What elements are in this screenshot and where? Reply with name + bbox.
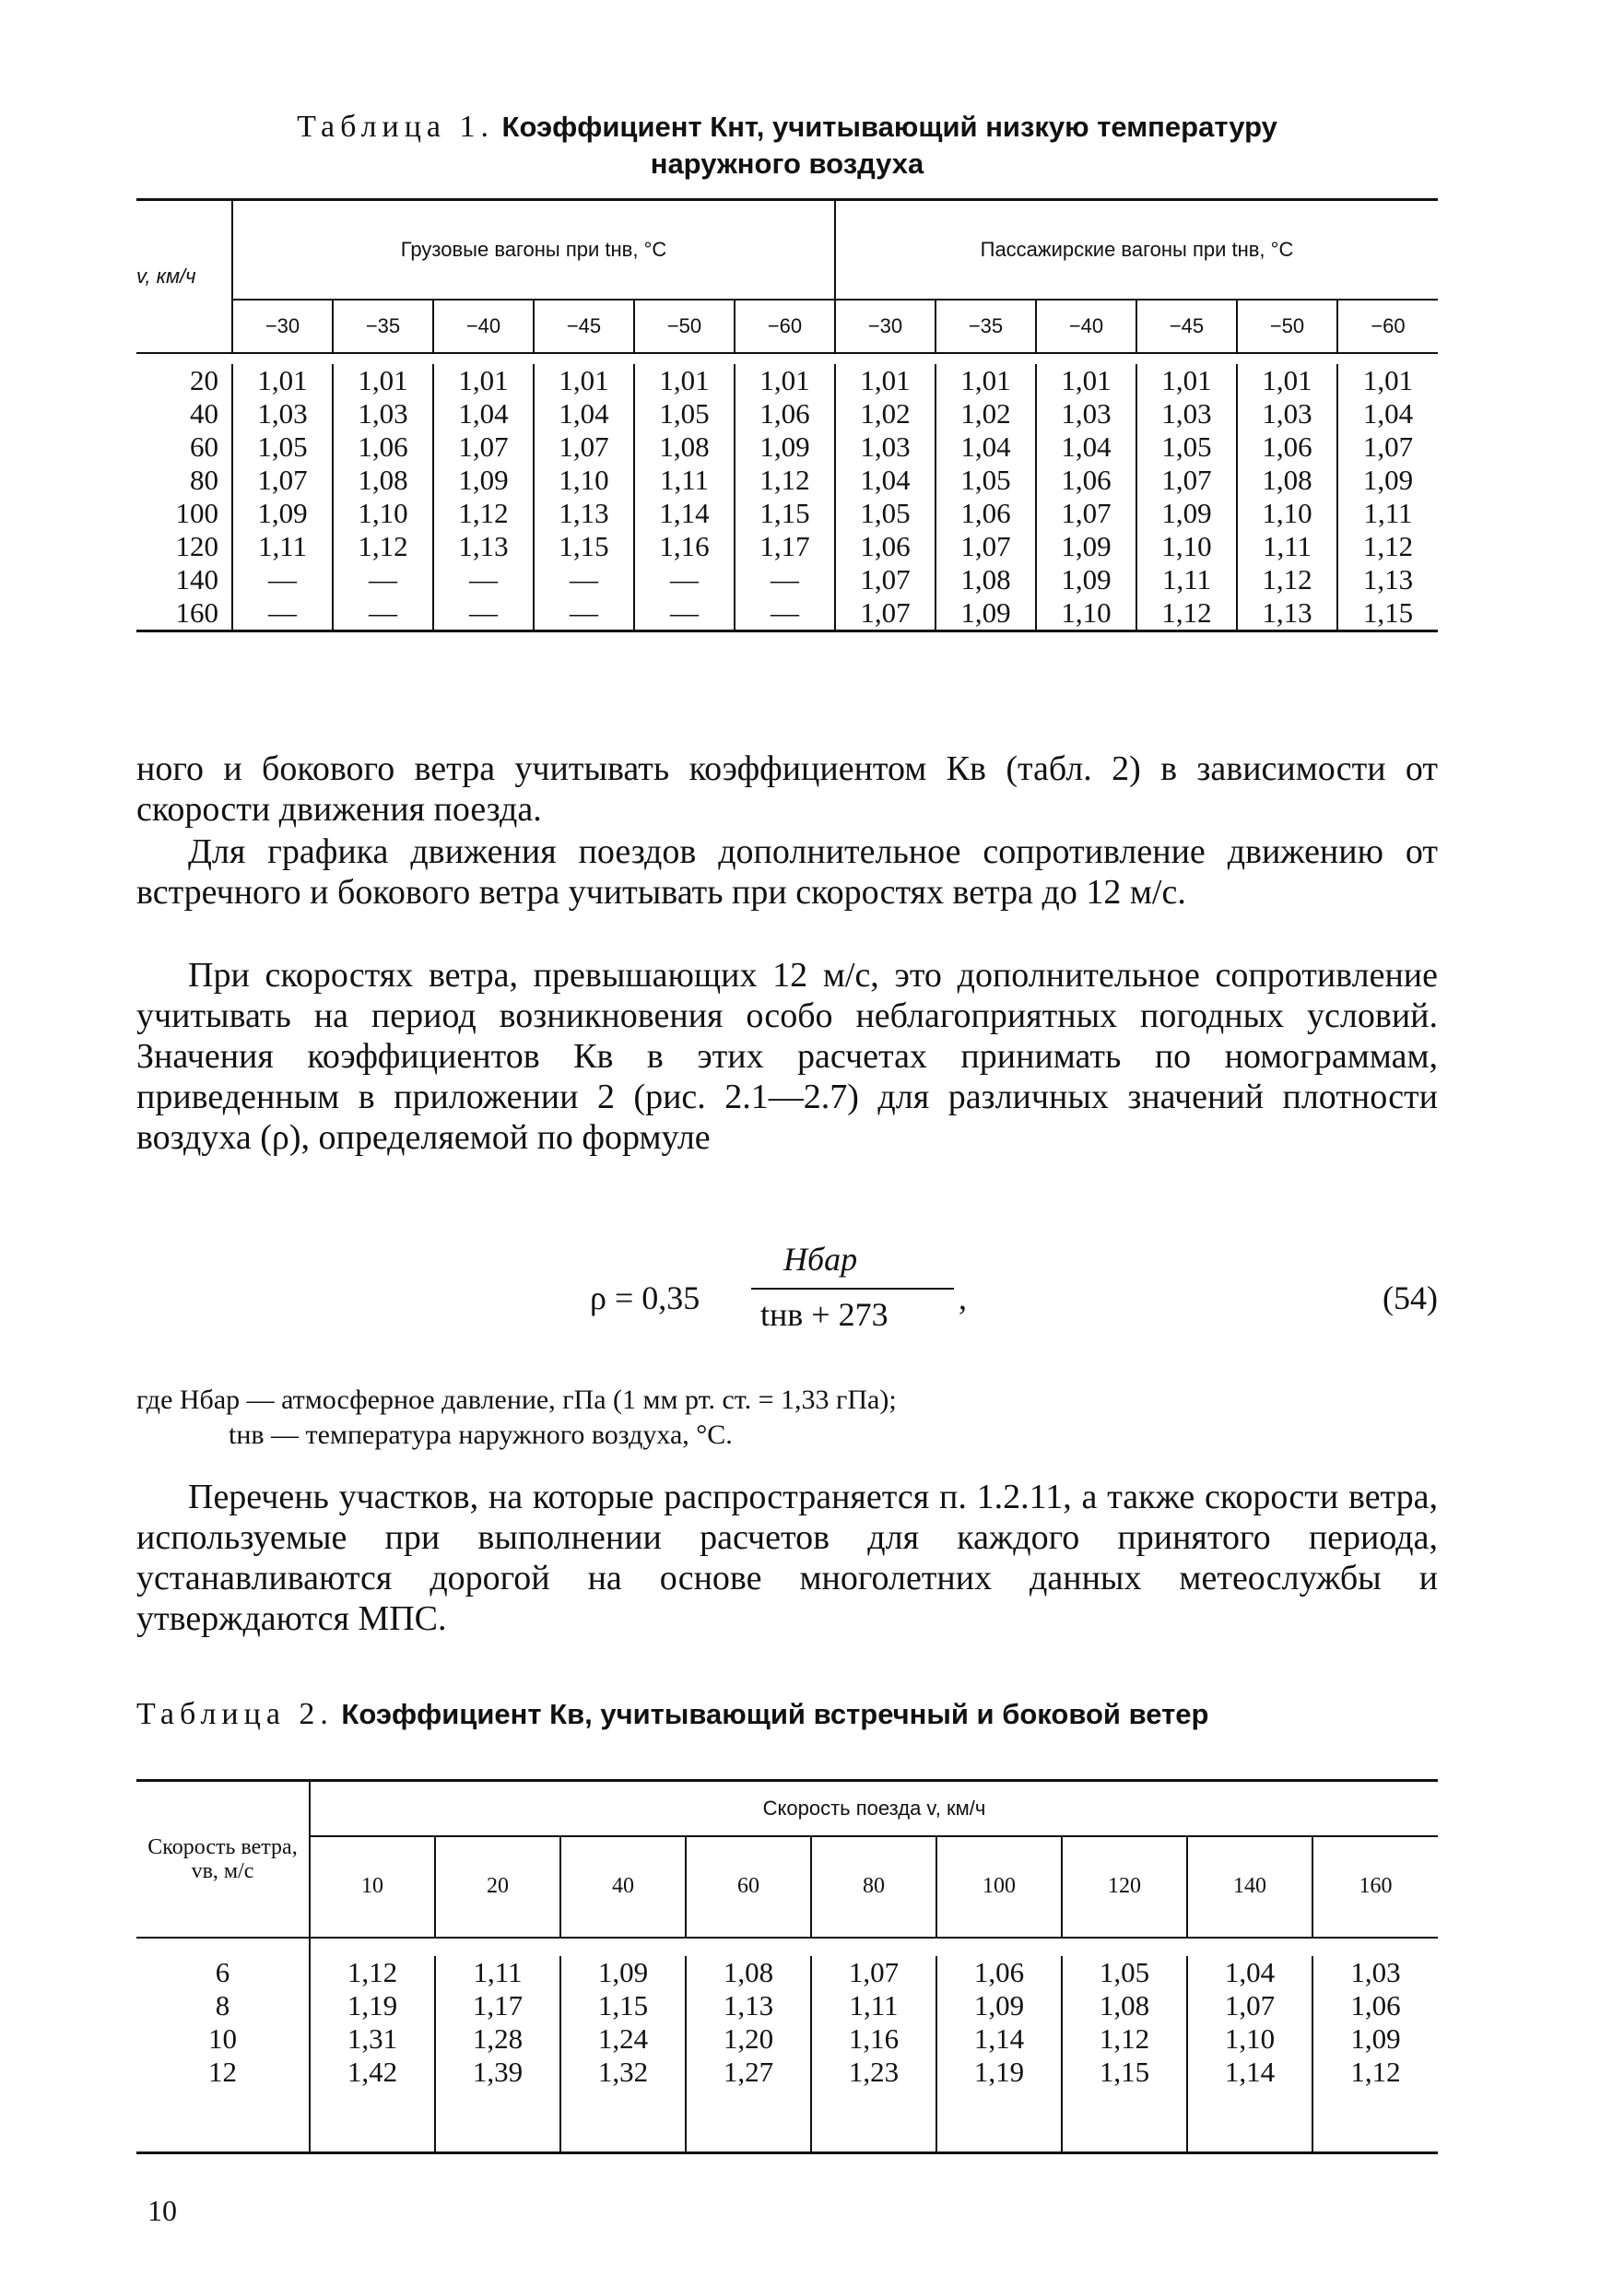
table1-passenger-temp-header: −50 [1237, 300, 1337, 353]
table1-label: Таблица 1. [297, 110, 495, 144]
table1-cargo-cell: 1,07 [232, 464, 333, 497]
table1-cargo-temp-header: −50 [634, 300, 735, 353]
table1-cargo-cell: — [634, 563, 735, 596]
table2-speed-header: 120 [1062, 1836, 1187, 1938]
table1 [136, 198, 1438, 632]
table1-passenger-cell: 1,09 [1337, 464, 1438, 497]
table2-value-cell: 1,05 [1062, 1956, 1187, 1989]
table1-passenger-temp-header: −35 [936, 300, 1036, 353]
table2-value-cell: 1,08 [686, 1956, 811, 1989]
table2-value-cell: 1,24 [560, 2022, 686, 2056]
paragraph-4-text: Перечень участков, на которые распространяется п. 1.2.11, а также скорости ветра, используемые при выполнении расчетов для каждого принятого периода, устанавливаются дорогой на основе многолетних данных метеослужбы и утверждаются МПС. [136, 1478, 1438, 1638]
table1-cargo-cell: 1,03 [333, 397, 433, 430]
table1-passenger-cell: 1,09 [1036, 530, 1136, 563]
table1-passenger-cell: 1,07 [835, 596, 936, 631]
paragraph-4 [136, 1477, 1438, 1639]
table1-passenger-cell: 1,01 [1337, 364, 1438, 397]
table1-row-header: v, км/ч [136, 200, 232, 353]
paragraph-3-text: При скоростях ветра, превышающих 12 м/с, это дополнительное сопротивление учитывать на период возникновения особо неблагоприятных погодных условий. Значения коэффициентов Кв в этих расчетах принимать по номограммам, приведенным в приложении 2 (рис. 2.1—2.7) для различных значений плотности воздуха (ρ), определяемой по формуле [136, 956, 1438, 1157]
table1-passenger-cell: 1,07 [1337, 430, 1438, 464]
table2-row [136, 2056, 1438, 2089]
table1-cargo-cell: 1,01 [735, 364, 835, 397]
table2 [136, 1779, 1438, 2154]
table1-cargo-cell: — [433, 563, 534, 596]
table1-passenger-cell: 1,09 [1036, 563, 1136, 596]
table1-cargo-temp-header: −35 [333, 300, 433, 353]
table1-passenger-cell: 1,06 [1036, 464, 1136, 497]
paragraph-2-text: Для графика движения поездов дополнительное сопротивление движению от встречного и бокового ветра учитывать при скоростях ветра до 12 м/с. [136, 832, 1438, 912]
table1-passenger-cell: 1,05 [1136, 430, 1237, 464]
table2-value-cell: 1,20 [686, 2022, 811, 2056]
table2-value-cell: 1,39 [435, 2056, 560, 2089]
table1-passenger-cell: 1,06 [835, 530, 936, 563]
table2-value-cell: 1,10 [1187, 2022, 1312, 2056]
table1-cargo-cell: 1,09 [433, 464, 534, 497]
table1-cargo-cell: 1,05 [634, 397, 735, 430]
table1-cargo-cell: — [634, 596, 735, 631]
table1-cargo-cell: — [232, 596, 333, 631]
table1-cargo-cell: — [333, 596, 433, 631]
table2-speed-header: 40 [560, 1836, 686, 1938]
table1-passenger-cell: 1,12 [1136, 596, 1237, 631]
table2-value-cell: 1,14 [1187, 2056, 1312, 2089]
table1-cargo-temp-header: −30 [232, 300, 333, 353]
formula-fraction-bar [751, 1288, 954, 1290]
table1-passenger-cell: 1,04 [1337, 397, 1438, 430]
table1-speed-cell: 140 [175, 562, 218, 595]
table1-cargo-cell: 1,06 [735, 397, 835, 430]
table2-value-cell: 1,42 [310, 2056, 435, 2089]
table2-value-cell: 1,27 [686, 2056, 811, 2089]
table1-cargo-cell: 1,15 [534, 530, 634, 563]
table1-group-passenger: Пассажирские вагоны при tнв, °C [835, 200, 1438, 300]
table2-wind-cell: 6 [215, 1955, 230, 1988]
table1-passenger-cell: 1,13 [1337, 563, 1438, 596]
table2-value-cell: 1,12 [1312, 2056, 1438, 2089]
table1-cargo-cell: 1,07 [534, 430, 634, 464]
table1-cargo-cell: 1,04 [433, 397, 534, 430]
table2-value-cell: 1,09 [560, 1956, 686, 1989]
table2-value-cell: 1,06 [936, 1956, 1062, 1989]
table1-cargo-cell: 1,08 [333, 464, 433, 497]
table2-speed-header: 60 [686, 1836, 811, 1938]
table1-passenger-temp-header: −40 [1036, 300, 1136, 353]
table1-group-cargo: Грузовые вагоны при tнв, °C [232, 200, 835, 300]
table1-passenger-cell: 1,10 [1136, 530, 1237, 563]
table1-passenger-cell: 1,03 [1036, 397, 1136, 430]
table1-cargo-cell: 1,12 [433, 497, 534, 530]
table1-passenger-cell: 1,02 [936, 397, 1036, 430]
table1-cargo-cell: — [232, 563, 333, 596]
table1-row [136, 563, 1438, 596]
table2-value-cell: 1,11 [435, 1956, 560, 1989]
table1-cargo-cell: 1,03 [232, 397, 333, 430]
table1-passenger-cell: 1,01 [835, 364, 936, 397]
table1-cargo-cell: 1,01 [433, 364, 534, 397]
table1-passenger-temp-header: −60 [1337, 300, 1438, 353]
table1-row [136, 530, 1438, 563]
table2-group-header: Скорость поезда v, км/ч [310, 1781, 1438, 1836]
table1-cargo-cell: 1,11 [634, 464, 735, 497]
table1-cargo-cell: 1,08 [634, 430, 735, 464]
table1-passenger-temp-header: −30 [835, 300, 936, 353]
table2-wind-cell: 8 [215, 1988, 230, 2022]
page-number: 10 [147, 2194, 177, 2227]
table2-speed-header: 160 [1312, 1836, 1438, 1938]
table1-cargo-cell: 1,17 [735, 530, 835, 563]
table2-value-cell: 1,13 [686, 1989, 811, 2022]
table1-speed-cell: 40 [190, 396, 218, 430]
table1-passenger-cell: 1,10 [1036, 596, 1136, 631]
table2-value-cell: 1,11 [811, 1989, 936, 2022]
table1-passenger-cell: 1,08 [1237, 464, 1337, 497]
table1-cargo-cell: 1,09 [232, 497, 333, 530]
table1-passenger-cell: 1,08 [936, 563, 1036, 596]
table1-row [136, 364, 1438, 397]
table1-cargo-cell: 1,01 [634, 364, 735, 397]
table1-cargo-cell: 1,11 [232, 530, 333, 563]
table1-cargo-cell: 1,01 [232, 364, 333, 397]
formula-number: (54) [1383, 1279, 1438, 1316]
table2-speed-header: 80 [811, 1836, 936, 1938]
paragraph-1-text: ного и бокового ветра учитывать коэффициентом Кв (табл. 2) в зависимости от скорости движения поезда. [136, 749, 1438, 829]
table1-passenger-cell: 1,01 [936, 364, 1036, 397]
formula-numerator: Hбар [783, 1241, 858, 1278]
table1-passenger-cell: 1,04 [936, 430, 1036, 464]
table1-cargo-temp-header: −45 [534, 300, 634, 353]
table2-speed-header: 20 [435, 1836, 560, 1938]
paragraph-3 [136, 955, 1438, 1158]
table2-row-header: Скорость ветра, vв, м/с [136, 1781, 310, 1938]
table2-row [136, 2022, 1438, 2056]
table2-value-cell: 1,08 [1062, 1989, 1187, 2022]
table2-value-cell: 1,15 [1062, 2056, 1187, 2089]
table1-passenger-cell: 1,01 [1136, 364, 1237, 397]
table1-passenger-cell: 1,04 [1036, 430, 1136, 464]
table1-passenger-cell: 1,10 [1237, 497, 1337, 530]
table2-value-cell: 1,19 [310, 1989, 435, 2022]
table1-passenger-cell: 1,03 [1237, 397, 1337, 430]
table1-passenger-cell: 1,06 [1237, 430, 1337, 464]
formula-denominator: tнв + 273 [760, 1296, 888, 1333]
table1-passenger-cell: 1,01 [1036, 364, 1136, 397]
table2-value-cell: 1,06 [1312, 1989, 1438, 2022]
table1-passenger-cell: 1,12 [1337, 530, 1438, 563]
table1-row [136, 464, 1438, 497]
table2-value-cell: 1,28 [435, 2022, 560, 2056]
table1-speed-cell: 80 [190, 463, 218, 496]
table1-passenger-temp-header: −45 [1136, 300, 1237, 353]
table2-speed-header: 100 [936, 1836, 1062, 1938]
table1-passenger-cell: 1,11 [1237, 530, 1337, 563]
table1-row [136, 397, 1438, 430]
table1-cargo-temp-header: −40 [433, 300, 534, 353]
table1-cargo-cell: 1,07 [433, 430, 534, 464]
formula-lhs: ρ = 0,35 [590, 1279, 700, 1316]
table1-passenger-cell: 1,07 [835, 563, 936, 596]
table1-passenger-cell: 1,07 [936, 530, 1036, 563]
table1-cargo-cell: — [333, 563, 433, 596]
table1-passenger-cell: 1,03 [1136, 397, 1237, 430]
table1-speed-cell: 20 [190, 363, 218, 396]
table2-speed-header: 140 [1187, 1836, 1312, 1938]
table1-cargo-temp-header: −60 [735, 300, 835, 353]
table2-value-cell: 1,09 [1312, 2022, 1438, 2056]
table2-value-cell: 1,17 [435, 1989, 560, 2022]
table1-passenger-cell: 1,11 [1136, 563, 1237, 596]
table2-value-cell: 1,15 [560, 1989, 686, 2022]
table2-value-cell: 1,07 [1187, 1989, 1312, 2022]
table2-speed-header: 10 [310, 1836, 435, 1938]
table2-value-cell: 1,03 [1312, 1956, 1438, 1989]
table2-title: Коэффициент Кв, учитывающий встречный и боковой ветер [341, 1698, 1209, 1730]
table2-value-cell: 1,32 [560, 2056, 686, 2089]
formula-legend [136, 1383, 1438, 1453]
paragraph-2 [136, 831, 1438, 913]
table1-cargo-cell: 1,06 [333, 430, 433, 464]
table1-cargo-cell: 1,16 [634, 530, 735, 563]
table1-passenger-cell: 1,11 [1337, 497, 1438, 530]
table1-passenger-cell: 1,09 [1136, 497, 1237, 530]
table2-label: Таблица 2. [136, 1697, 334, 1731]
table1-passenger-cell: 1,02 [835, 397, 936, 430]
table1-cargo-cell: 1,01 [534, 364, 634, 397]
table1-row [136, 596, 1438, 631]
table2-value-cell: 1,04 [1187, 1956, 1312, 1989]
table1-speed-cell: 160 [175, 595, 218, 629]
table1-passenger-cell: 1,15 [1337, 596, 1438, 631]
table2-value-cell: 1,19 [936, 2056, 1062, 2089]
table2-row [136, 1956, 1438, 1989]
table1-passenger-cell: 1,01 [1237, 364, 1337, 397]
table1-passenger-cell: 1,04 [835, 464, 936, 497]
table1-title-line2: наружного воздуха [650, 147, 924, 180]
table1-cargo-cell: 1,10 [534, 464, 634, 497]
table1-cargo-cell: — [735, 563, 835, 596]
table2-value-cell: 1,14 [936, 2022, 1062, 2056]
legend-line-2: tнв — температура наружного воздуха, °C. [229, 1420, 733, 1450]
table1-cargo-cell: 1,04 [534, 397, 634, 430]
table1-passenger-cell: 1,05 [936, 464, 1036, 497]
table1-passenger-cell: 1,07 [1036, 497, 1136, 530]
table1-cargo-cell: 1,09 [735, 430, 835, 464]
table2-value-cell: 1,09 [936, 1989, 1062, 2022]
table1-passenger-cell: 1,07 [1136, 464, 1237, 497]
table1-speed-cell: 120 [175, 529, 218, 562]
table1-row [136, 430, 1438, 464]
table1-cargo-cell: 1,13 [433, 530, 534, 563]
table1-cargo-cell: — [433, 596, 534, 631]
table2-wind-cell: 10 [208, 2022, 237, 2055]
table1-cargo-cell: 1,15 [735, 497, 835, 530]
table1-cargo-cell: 1,12 [333, 530, 433, 563]
table2-value-cell: 1,16 [811, 2022, 936, 2056]
table1-cargo-cell: 1,14 [634, 497, 735, 530]
table1-passenger-cell: 1,13 [1237, 596, 1337, 631]
table1-row [136, 497, 1438, 530]
table1-passenger-cell: 1,12 [1237, 563, 1337, 596]
table1-cargo-cell: 1,05 [232, 430, 333, 464]
formula-comma: , [959, 1279, 967, 1316]
table2-value-cell: 1,12 [1062, 2022, 1187, 2056]
table1-caption [136, 109, 1438, 183]
table2-value-cell: 1,12 [310, 1956, 435, 1989]
table1-cargo-cell: — [735, 596, 835, 631]
formula-54 [590, 1240, 1438, 1350]
table1-passenger-cell: 1,03 [835, 430, 936, 464]
table1-cargo-cell: — [534, 596, 634, 631]
table2-row [136, 1989, 1438, 2022]
table1-title-line1: Коэффициент Кнт, учитывающий низкую температуру [501, 111, 1277, 143]
table1-passenger-cell: 1,05 [835, 497, 936, 530]
table1-speed-cell: 60 [190, 430, 218, 463]
table2-caption [136, 1696, 1438, 1733]
table2-value-cell: 1,07 [811, 1956, 936, 1989]
table1-speed-cell: 100 [175, 496, 218, 529]
table1-cargo-cell: 1,10 [333, 497, 433, 530]
table1-cargo-cell: — [534, 563, 634, 596]
table2-value-cell: 1,31 [310, 2022, 435, 2056]
table1-cargo-cell: 1,01 [333, 364, 433, 397]
table1-cargo-cell: 1,12 [735, 464, 835, 497]
paragraph-1 [136, 749, 1438, 830]
table2-wind-cell: 12 [208, 2055, 237, 2088]
table1-passenger-cell: 1,09 [936, 596, 1036, 631]
table1-cargo-cell: 1,13 [534, 497, 634, 530]
table1-passenger-cell: 1,06 [936, 497, 1036, 530]
legend-line-1: где Hбар — атмосферное давление, гПа (1 мм рт. ст. = 1,33 гПа); [136, 1385, 897, 1415]
table2-value-cell: 1,23 [811, 2056, 936, 2089]
